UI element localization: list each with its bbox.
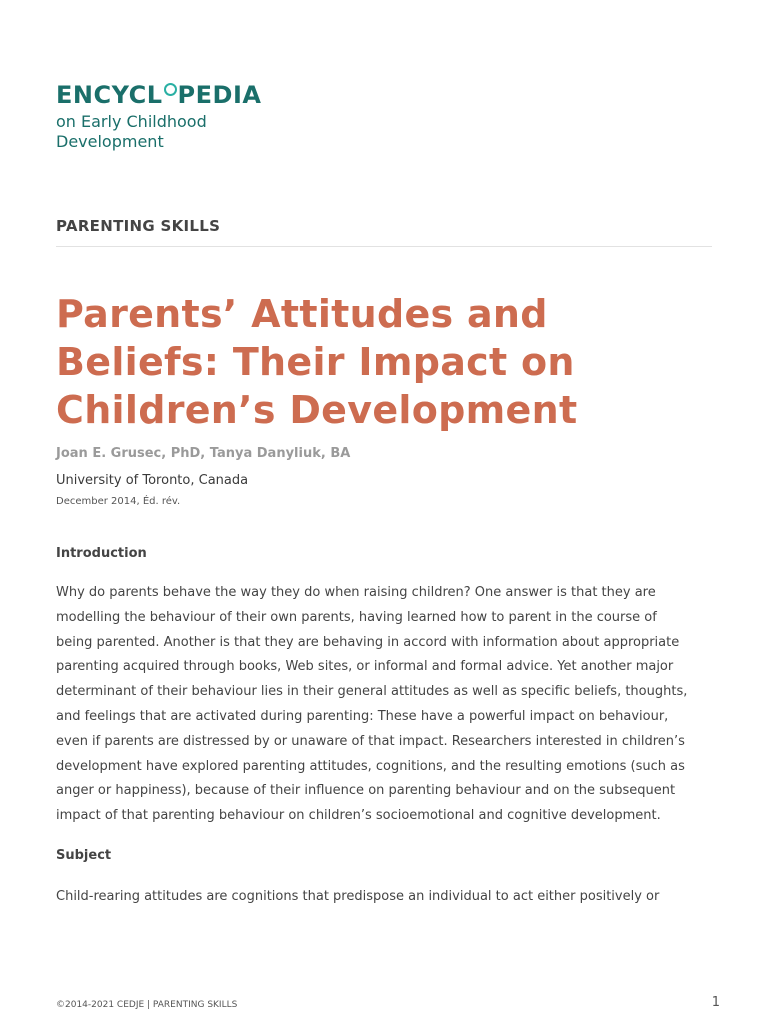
title-line: Children’s Development	[56, 388, 578, 432]
introduction-heading: Introduction	[56, 546, 147, 561]
paragraph-line: impact of that parenting behaviour on children’s socioemotional and cognitive development.	[56, 808, 661, 824]
subject-heading: Subject	[56, 848, 112, 863]
paragraph-line: even if parents are distressed by or unaware of that impact. Researchers interested in children’s	[56, 733, 685, 749]
page-number: 1	[711, 995, 720, 1010]
paragraph-line: determinant of their behaviour lies in their general attitudes as well as specific beliefs, thoughts,	[56, 684, 688, 700]
publication-date: December 2014, Éd. rév.	[56, 496, 181, 507]
page-footer: ©2014-2021 CEDJE | PARENTING SKILLS	[56, 1000, 238, 1010]
authors: Joan E. Grusec, PhD, Tanya Danyliuk, BA	[56, 446, 351, 461]
logo-subtitle-line2: Development	[56, 132, 164, 151]
section-label: PARENTING SKILLS	[56, 217, 221, 235]
paragraph-line: Why do parents behave the way they do when raising children? One answer is that they are	[56, 585, 656, 600]
paragraph-line: being parented. Another is that they are behaving in accord with information about appropriate	[56, 634, 680, 650]
encyclopedia-logo	[56, 80, 261, 152]
introduction-paragraph	[56, 581, 716, 829]
logo-word-right: PEDIA	[177, 81, 262, 109]
paragraph-line: parenting acquired through books, Web sites, or informal and formal advice. Yet another major	[56, 659, 674, 675]
logo-circle-icon	[164, 83, 177, 96]
logo-subtitle-line1: on Early Childhood	[56, 112, 207, 131]
logo-word-left: ENCYCL	[56, 81, 163, 109]
subject-paragraph: Child-rearing attitudes are cognitions that predispose an individual to act either positively or	[56, 889, 660, 904]
article-title	[56, 290, 716, 434]
paragraph-line: modelling the behaviour of their own parents, having learned how to parent in the course of	[56, 609, 657, 625]
paragraph-line: and feelings that are activated during parenting: These have a powerful impact on behaviour,	[56, 708, 669, 724]
section-divider	[56, 246, 712, 247]
paragraph-line: development have explored parenting attitudes, cognitions, and the resulting emotions (such as	[56, 758, 685, 774]
logo-wordmark	[56, 80, 261, 110]
title-line: Beliefs: Their Impact on	[56, 340, 575, 384]
affiliation: University of Toronto, Canada	[56, 473, 249, 488]
title-line: Parents’ Attitudes and	[56, 292, 548, 336]
paragraph-line: anger or happiness), because of their influence on parenting behaviour and on the subsequent	[56, 783, 676, 799]
